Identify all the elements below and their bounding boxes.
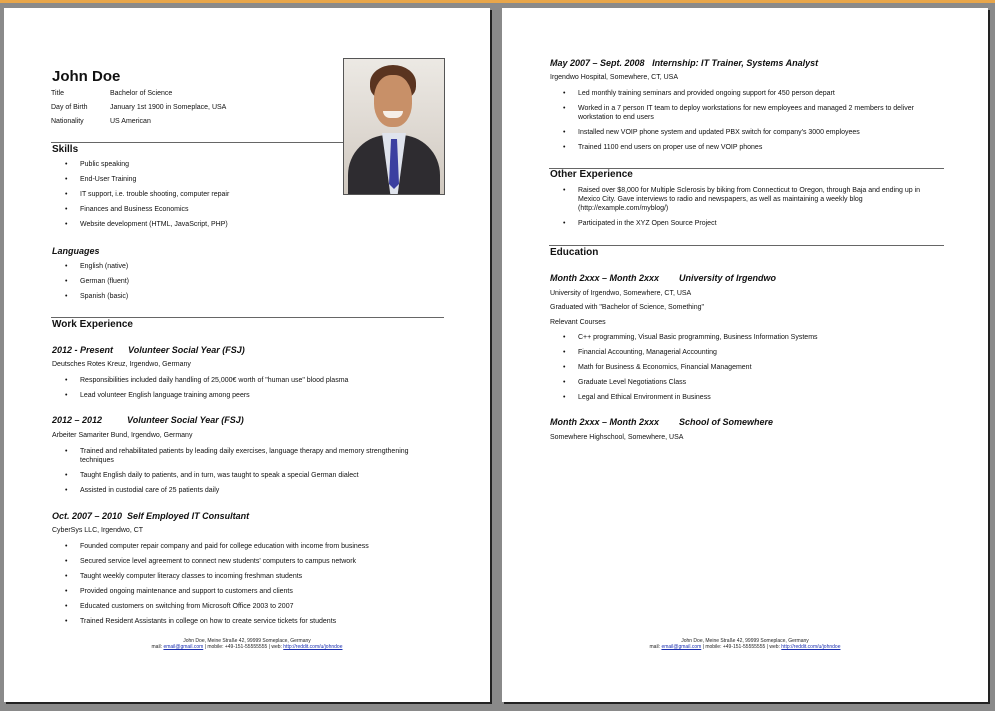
list-item: • Spanish (basic) <box>52 292 342 301</box>
other-experience-heading: Other Experience <box>550 169 633 180</box>
education-heading: Education <box>550 247 599 258</box>
list-item: • Installed new VOIP phone system and updated PBX switch for company's 3000 employees <box>550 128 942 137</box>
personal-value-nationality: US American <box>110 118 151 125</box>
job-title: 2012 - Present Volunteer Social Year (FSJ) <box>52 345 245 355</box>
job-duties-list <box>52 542 432 632</box>
personal-value-title: Bachelor of Science <box>110 90 173 97</box>
list-item: • Finances and Business Economics <box>52 205 342 214</box>
footer-email-link[interactable]: email@gmail.com <box>163 644 204 650</box>
personal-label-title: Title <box>51 90 64 97</box>
list-item: • Educated customers on switching from Microsoft Office 2003 to 2007 <box>52 602 432 611</box>
page-footer <box>4 638 490 650</box>
job-duties-list <box>52 447 412 501</box>
work-experience-heading: Work Experience <box>52 319 133 330</box>
list-item: • Website development (HTML, JavaScript, PHP) <box>52 220 342 229</box>
job-organization: Deutsches Rotes Kreuz, Irgendwo, Germany <box>52 361 191 368</box>
footer-web-link[interactable]: http://reddit.com/u/johndoe <box>781 644 841 650</box>
list-item: • IT support, i.e. trouble shooting, computer repair <box>52 190 342 199</box>
list-item: • End-User Training <box>52 175 342 184</box>
job-organization: CyberSys LLC, Irgendwo, CT <box>52 527 144 534</box>
courses-list <box>550 333 942 408</box>
list-item: • Legal and Ethical Environment in Business <box>550 393 942 402</box>
list-item: • Graduate Level Negotiations Class <box>550 378 942 387</box>
job-organization: Arbeiter Samariter Bund, Irgendwo, Germany <box>52 432 193 439</box>
personal-label-birth: Day of Birth <box>51 104 88 111</box>
languages-heading: Languages <box>52 246 100 256</box>
list-item: • German (fluent) <box>52 277 342 286</box>
list-item: • Led monthly training seminars and provided ongoing support for 450 person depart <box>550 89 942 98</box>
skills-heading: Skills <box>52 144 79 155</box>
list-item: • Trained and rehabilitated patients by leading daily exercises, language therapy and memory strengthening techniques <box>52 447 412 465</box>
resume-page-2 <box>502 8 988 702</box>
skills-list <box>52 160 342 235</box>
list-item: • Financial Accounting, Managerial Accounting <box>550 348 942 357</box>
footer-mail-label: mail: <box>649 644 661 650</box>
list-item: • C++ programming, Visual Basic programming, Business Information Systems <box>550 333 942 342</box>
languages-list <box>52 262 342 307</box>
resume-name: John Doe <box>52 68 121 85</box>
personal-label-nationality: Nationality <box>51 118 84 125</box>
list-item: • English (native) <box>52 262 342 271</box>
footer-address: John Doe, Meine Straße 42, 99999 Someplace, Germany <box>183 638 311 644</box>
job-organization: Irgendwo Hospital, Somewhere, CT, USA <box>550 74 678 81</box>
footer-email-link[interactable]: email@gmail.com <box>661 644 702 650</box>
other-experience-list <box>550 186 942 234</box>
footer-web-link[interactable]: http://reddit.com/u/johndoe <box>283 644 343 650</box>
job-duties-list <box>550 89 942 158</box>
job-title: May 2007 – Sept. 2008 Internship: IT Trainer, Systems Analyst <box>550 58 819 68</box>
list-item: • Public speaking <box>52 160 342 169</box>
list-item: • Founded computer repair company and paid for college education with income from business <box>52 542 432 551</box>
job-title: 2012 – 2012 Volunteer Social Year (FSJ) <box>52 415 244 425</box>
footer-mobile: | mobile: +49-151-55555555 | web: <box>702 644 780 650</box>
list-item: • Participated in the XYZ Open Source Project <box>550 219 942 228</box>
education-title: Month 2xxx – Month 2xxx University of Irgendwo <box>550 273 777 283</box>
education-line: Somewhere Highschool, Somewhere, USA <box>550 434 684 441</box>
list-item: • Assisted in custodial care of 25 patients daily <box>52 486 412 495</box>
divider <box>549 245 944 246</box>
job-title: Oct. 2007 – 2010 Self Employed IT Consultant <box>52 511 250 521</box>
personal-value-birth: January 1st 1900 in Someplace, USA <box>110 104 227 111</box>
list-item: • Provided ongoing maintenance and support to customers and clients <box>52 587 432 596</box>
list-item: • Raised over $8,000 for Multiple Sclerosis by biking from Connecticut to Oregon, through Baja and ending up in Mexico City. Gave interviews to radio and newspapers, as well as maintaining a weekly blog (http://example.com/myblog/) <box>550 186 942 213</box>
footer-mail-label: mail: <box>151 644 163 650</box>
education-line: University of Irgendwo, Somewhere, CT, USA <box>550 290 692 297</box>
footer-mobile: | mobile: +49-151-55555555 | web: <box>204 644 282 650</box>
resume-page-1 <box>4 8 490 702</box>
list-item: • Secured service level agreement to connect new students' computers to campus network <box>52 557 432 566</box>
page-footer <box>502 638 988 650</box>
list-item: • Trained 1100 end users on proper use of new VOIP phones <box>550 143 942 152</box>
list-item: • Responsibilities included daily handling of 25,000€ worth of "human use" blood plasma <box>52 376 412 385</box>
education-line: Relevant Courses <box>550 319 606 326</box>
footer-address: John Doe, Meine Straße 42, 99999 Someplace, Germany <box>681 638 809 644</box>
list-item: • Taught weekly computer literacy classes to incoming freshman students <box>52 572 432 581</box>
divider <box>51 142 343 143</box>
profile-photo <box>343 58 445 195</box>
divider <box>51 317 444 318</box>
education-line: Graduated with "Bachelor of Science, Something" <box>550 304 704 311</box>
list-item: • Math for Business & Economics, Financial Management <box>550 363 942 372</box>
list-item: • Worked in a 7 person IT team to deploy workstations for new employees and managed 2 members to deliver workstation to end users <box>550 104 942 122</box>
list-item: • Taught English daily to patients, and in turn, was taught to speak a special German dialect <box>52 471 412 480</box>
list-item: • Lead volunteer English language training among peers <box>52 391 412 400</box>
job-duties-list <box>52 376 412 406</box>
list-item: • Trained Resident Assistants in college on how to create service tickets for students <box>52 617 432 626</box>
education-title: Month 2xxx – Month 2xxx School of Somewhere <box>550 417 774 427</box>
